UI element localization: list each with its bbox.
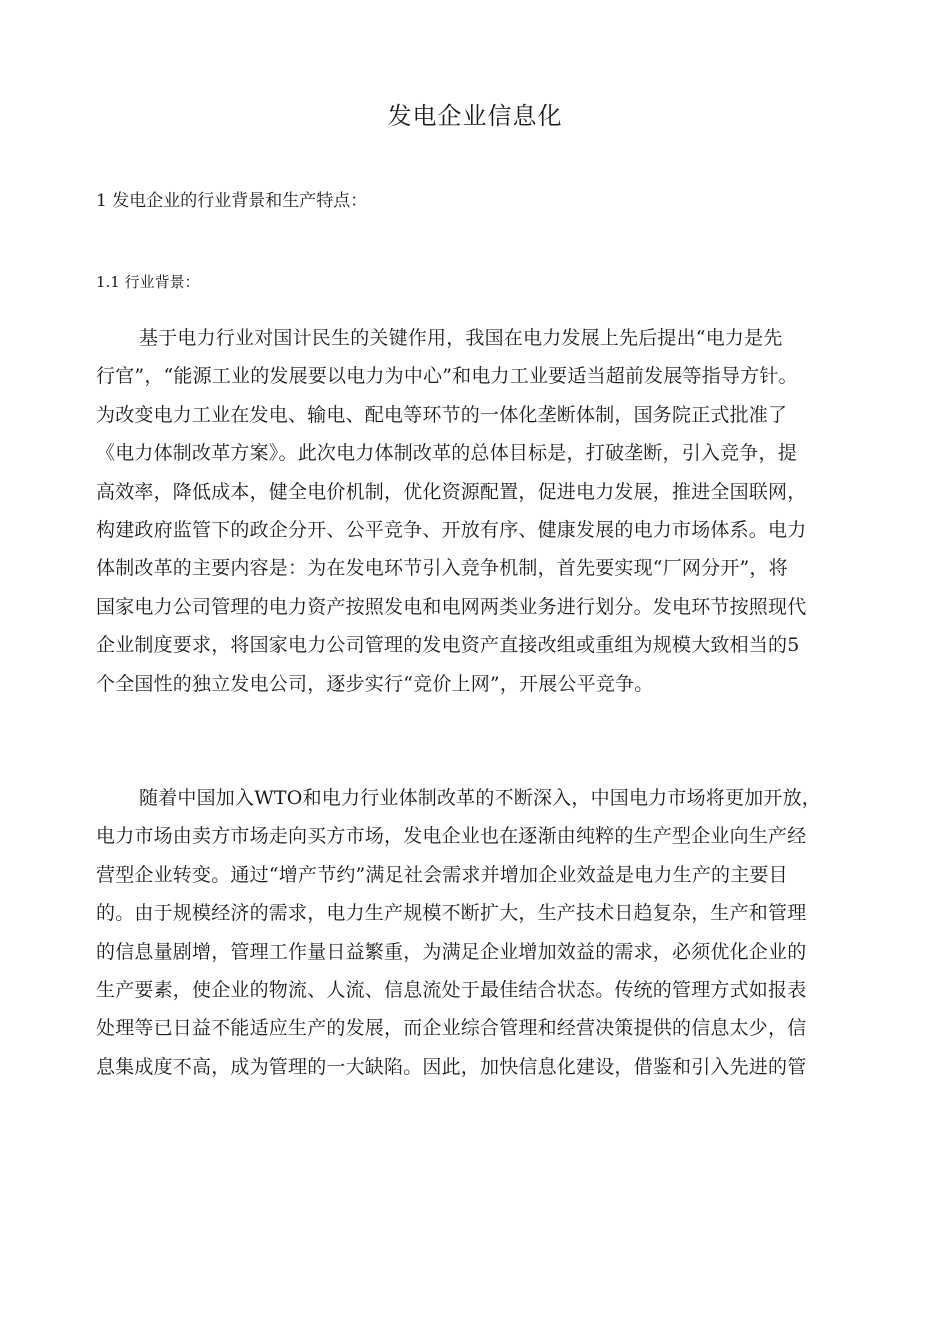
paragraph-line: 处理等已日益不能适应生产的发展，而企业综合管理和经营决策提供的信息太少，信 xyxy=(96,1017,807,1040)
paragraph-line: 为改变电力工业在发电、输电、配电等环节的一体化垄断体制，国务院正式批准了 xyxy=(96,403,788,426)
paragraph-line: 电力市场由卖方市场走向买方市场，发电企业也在逐渐由纯粹的生产型企业向生产经 xyxy=(96,825,807,848)
paragraph-line: 企业制度要求，将国家电力公司管理的发电资产直接改组或重组为规模大致相当的5 xyxy=(96,634,800,657)
subsection-heading: 1.1 行业背景： xyxy=(96,273,200,291)
paragraph-line: 随着中国加入WTO和电力行业体制改革的不断深入，中国电力市场将更加开放， xyxy=(139,787,821,809)
paragraph-line: 高效率，降低成本，健全电价机制，优化资源配置，促进电力发展，推进全国联网， xyxy=(96,480,807,503)
paragraph-line: 息集成度不高，成为管理的一大缺陷。因此，加快信息化建设，借鉴和引入先进的管 xyxy=(96,1055,807,1078)
paragraph-line: 生产要素，使企业的物流、人流、信息流处于最佳结合状态。传统的管理方式如报表 xyxy=(96,978,807,1001)
paragraph-line: 营型企业转变。通过“增产节约”满足社会需求并增加企业效益是电力生产的主要目 xyxy=(96,863,788,886)
paragraph-line: 构建政府监管下的政企分开、公平竞争、开放有序、健康发展的电力市场体系。电力 xyxy=(96,518,807,541)
paragraph-line: 基于电力行业对国计民生的关键作用，我国在电力发展上先后提出“电力是先 xyxy=(139,327,783,349)
paragraph-market-reform xyxy=(96,779,856,1086)
document-title: 发电企业信息化 xyxy=(387,102,563,130)
paragraph-line: 个全国性的独立发电公司，逐步实行“竞价上网”，开展公平竞争。 xyxy=(96,672,654,695)
paragraph-line: 国家电力公司管理的电力资产按照发电和电网两类业务进行划分。发电环节按照现代 xyxy=(96,595,807,618)
paragraph-line: 的信息量剧增，管理工作量日益繁重，为满足企业增加效益的需求，必须优化企业的 xyxy=(96,940,807,963)
paragraph-line: 行官”，“能源工业的发展要以电力为中心”和电力工业要适当超前发展等指导方针。 xyxy=(96,365,798,388)
paragraph-background xyxy=(96,319,856,703)
paragraph-line: 的。由于规模经济的需求，电力生产规模不断扩大，生产技术日趋复杂，生产和管理 xyxy=(96,902,807,925)
paragraph-line: 《电力体制改革方案》。此次电力体制改革的总体目标是，打破垄断，引入竞争，提 xyxy=(96,442,797,465)
section-heading: 1 发电企业的行业背景和生产特点： xyxy=(96,191,368,211)
paragraph-line: 体制改革的主要内容是：为在发电环节引入竞争机制，首先要实现“厂网分开”，将 xyxy=(96,557,788,580)
